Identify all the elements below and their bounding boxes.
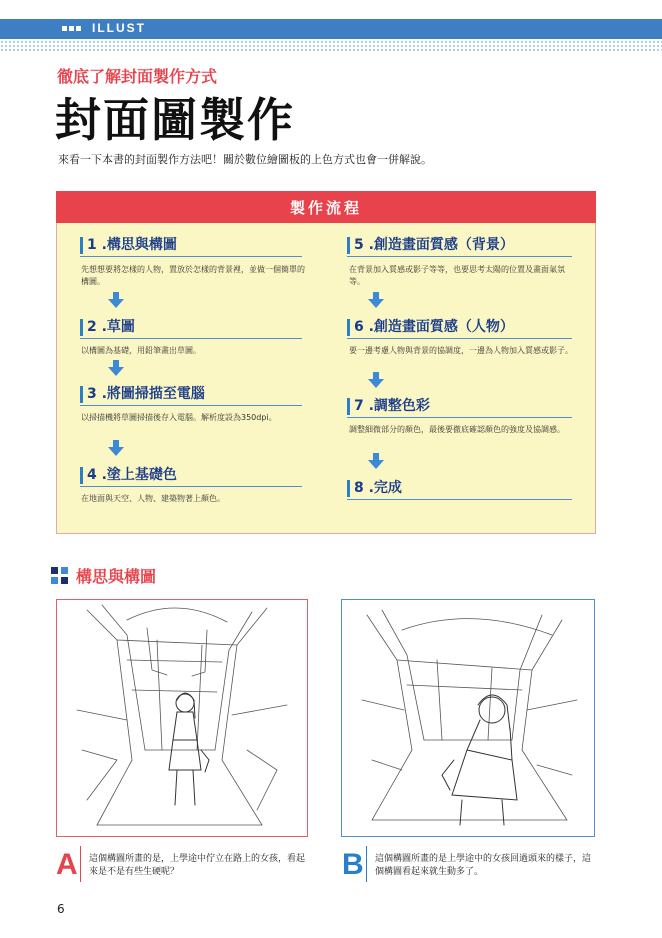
arrow-down-icon [108, 292, 124, 308]
arrow-down-icon [108, 360, 124, 376]
arrow-down-icon [368, 292, 384, 308]
caption-b-letter: B [342, 848, 364, 881]
header-label: ILLUST [92, 21, 146, 35]
step-6-rule [347, 338, 572, 339]
header-band [0, 19, 662, 39]
step-2-title: 2 .草圖 [80, 319, 135, 336]
sketch-a-frame [56, 599, 308, 837]
section-title: 構思與構圖 [76, 567, 157, 586]
step-5-title: 5 .創造畫面質感（背景） [347, 237, 514, 254]
header-squares-icon [62, 26, 81, 31]
intro-text: 來看一下本書的封面製作方法吧！關於數位繪圖板的上色方式也會一併解說。 [58, 153, 432, 166]
page-subtitle: 徹底了解封面製作方式 [57, 67, 218, 86]
step-3-rule [80, 405, 302, 406]
step-7-rule [347, 417, 572, 418]
step-5-desc: 在背景加入質感或影子等等，也要思考太陽的位置及畫面氣氛等。 [349, 265, 565, 286]
step-3-desc: 以掃描機將草圖掃描後存入電腦。解析度設為350dpi。 [81, 413, 277, 422]
caption-a-text: 這個構圖所畫的是，上學途中佇立在路上的女孩，看起來是不是有些生硬呢？ [89, 854, 306, 877]
step-8-rule [347, 499, 572, 500]
step-1-desc: 先想想要將怎樣的人物，置放於怎樣的背景裡，並做一個簡單的構圖。 [81, 265, 305, 286]
step-2-desc: 以構圖為基礎，用鉛筆畫出草圖。 [81, 346, 201, 355]
step-6-title: 6 .創造畫面質感（人物） [347, 319, 514, 336]
step-4-rule [80, 486, 302, 487]
step-8-title: 8 .完成 [347, 480, 402, 497]
step-1-title: 1 .構思與構圖 [80, 237, 177, 254]
sketch-a-image [57, 600, 307, 836]
step-2-rule [80, 338, 302, 339]
caption-b-text: 這個構圖所畫的是上學途中的女孩回過頭來的樣子，這個構圖看起來就生動多了。 [375, 854, 592, 877]
sketch-b-frame [341, 599, 595, 837]
arrow-down-icon [368, 453, 384, 469]
step-6-desc: 要一邊考慮人物與背景的協調度，一邊為人物加入質感或影子。 [349, 346, 573, 355]
sketch-b-image [342, 600, 594, 836]
arrow-down-icon [368, 372, 384, 388]
step-5-rule [347, 256, 572, 257]
caption-a-letter: A [56, 848, 78, 881]
step-7-title: 7 .調整色彩 [347, 398, 430, 415]
dot-pattern-band [0, 40, 662, 52]
page-number: 6 [57, 902, 65, 916]
step-1-rule [80, 256, 302, 257]
step-4-title: 4 .塗上基礎色 [80, 467, 177, 484]
section-squares-icon [51, 567, 69, 585]
caption-a-rule [80, 846, 81, 882]
step-7-desc: 調整細微部分的顏色，最後要徹底確認顏色的強度及協調感。 [349, 425, 565, 434]
step-3-title: 3 .將圖掃描至電腦 [80, 386, 205, 403]
caption-b-rule [366, 846, 367, 882]
page-title: 封面圖製作 [55, 93, 295, 147]
process-heading: 製作流程 [56, 191, 596, 223]
arrow-down-icon [108, 440, 124, 456]
step-4-desc: 在地面與天空、人物、建築物著上顏色。 [81, 494, 225, 503]
